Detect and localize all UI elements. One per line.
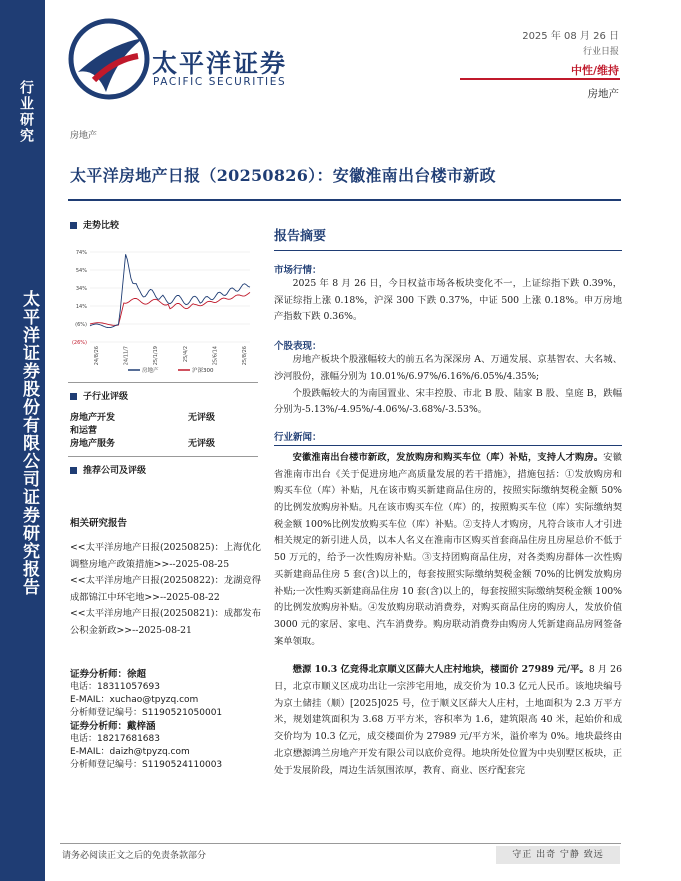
trend-section-title: 走势比较 xyxy=(70,218,119,231)
report-type: 行业日报 xyxy=(582,47,619,57)
analyst-email[interactable]: E-MAIL：xuchao@tpyzq.com xyxy=(70,695,199,705)
abstract-rule xyxy=(274,250,622,251)
header-red-rule xyxy=(460,78,620,80)
title-rule xyxy=(68,199,621,201)
stock-text-losers: 个股跌幅较大的为南国置业、宋丰控股、市北 B 股、陆家 B 股、皇庭 B，跌幅分别为-5.13%/-4.95%/-4.06%/-3.68%/-3.53%。 xyxy=(274,387,622,416)
x-tick-label: 24/11/7 xyxy=(123,346,130,366)
analyst-cert: 分析师登记编号：S1190521050001 xyxy=(70,708,223,718)
y-tick-label: 34% xyxy=(75,286,87,292)
divider-2 xyxy=(68,456,258,457)
table-row: 和运营 xyxy=(70,426,98,436)
news-rule xyxy=(274,445,622,446)
table-row: 房地产开发 无评级 xyxy=(70,413,216,423)
abstract-title: 报告摘要 xyxy=(274,229,327,244)
table-row: 房地产服务 无评级 xyxy=(70,439,216,449)
related-list xyxy=(70,540,262,640)
industry-label: 房地产 xyxy=(587,88,619,100)
footer-disclaimer: 请务必阅读正文之后的免责条款部分 xyxy=(62,851,207,861)
news-item-1: 安徽淮南出台楼市新政，发放购房和购买车位（库）补贴，支持人才购房。安徽省淮南市出台《关于促进房地产高质量发展的若干措施》，措施包括：①发放购房和购买车位（库）补贴，凡在该市购买新建商品住房的，按照实际缴纳契税金额 50%的比例发放购房补贴。凡在该市购买车位（库）的，按照购买车位（库）实际缴纳契税金额 100%比例发放购买车位（库）补贴。②支持人才购房，凡符合该市人才引进相关规定的新引进人员，以本人名义在淮南市区购买首套商品住房且房屋总价不低于 50 万元的，给予一次性购房补贴。③支持团购商品住房，对各类购房群体一次性购买新建商品住房 5 套(含)以上的，每套按照实际缴纳契税金额 70%的比例发放购房补贴;一次性购买新建商品住房 10 套(含)以上的，每套按照实际缴纳契税金额 100%的比例发放购房补贴。④发放购房联动消费券，对购买商品住房的购房人，发放价值 3000 元的家居、家电、汽车消费券。购房联动消费券由购房人凭新建商品房网签备案单领取。 xyxy=(274,451,622,647)
sidebar xyxy=(0,0,45,881)
page-title: 太平洋房地产日报（20250826）：安徽淮南出台楼市新政 xyxy=(70,166,496,185)
x-tick-label: 24/8/26 xyxy=(94,346,100,366)
legend-label: 沪深300 xyxy=(192,368,214,374)
rating-badge: 中性/维持 xyxy=(570,64,619,77)
y-tick-label: (6%) xyxy=(75,322,87,328)
report-date: 2025 年 08 月 26 日 xyxy=(522,31,619,42)
square-bullet-icon xyxy=(70,467,77,474)
brand-name-en: PACIFIC SECURITIES xyxy=(153,76,287,88)
divider-1 xyxy=(68,382,258,383)
x-tick-label: 25/6/14 xyxy=(212,346,219,366)
analyst-phone: 电话：18217681683 xyxy=(70,734,160,744)
trend-chart-svg xyxy=(68,240,258,380)
square-bullet-icon xyxy=(70,222,77,229)
analyst-name: 证券分析师：戴梓涵 xyxy=(70,721,156,732)
sub-rating-title: 子行业评级 xyxy=(70,389,128,402)
analyst-name: 证券分析师：徐超 xyxy=(70,669,147,680)
brand-name-cn: 太平洋证券 xyxy=(152,49,288,78)
square-bullet-icon xyxy=(70,393,77,400)
footer-rule xyxy=(60,843,621,844)
related-link[interactable]: <<太平洋房地产日报(20250821)：成都发布公积金新政>>--2025-08-21 xyxy=(70,608,262,636)
y-tick-label: 74% xyxy=(75,250,87,256)
news-label: 行业新闻： xyxy=(274,431,322,443)
trend-chart xyxy=(68,240,258,380)
x-tick-label: 25/8/26 xyxy=(242,346,248,366)
legend-label: 房地产 xyxy=(142,368,159,374)
analyst-cert: 分析师登记编号：S1190524110003 xyxy=(70,760,223,770)
abstract-body xyxy=(274,262,622,779)
footer-motto: 守正 出奇 宁静 致远 xyxy=(496,846,620,864)
sidebar-company: 太平洋证券股份有限公司证券研究报告 xyxy=(19,290,39,596)
sub-rating-table xyxy=(70,412,258,451)
related-title: 相关研究报告 xyxy=(70,518,128,529)
analyst-block xyxy=(70,668,270,772)
analyst-email[interactable]: E-MAIL：daizh@tpyzq.com xyxy=(70,747,190,757)
rec-section-title: 推荐公司及评级 xyxy=(70,463,146,476)
y-tick-label: 14% xyxy=(75,304,87,310)
series-line-realestate xyxy=(90,254,250,327)
news-item-2: 懋源 10.3 亿竞得北京顺义区薛大人庄村地块，楼面价 27989 元/平。8 月 26 日，北京市顺义区成功出让一宗涉宅用地，成交价为 10.3 亿元人民币。该地块编号为京土储挂（顺）[2025]025 号，位于顺义区薛大人庄村，土地面积为 2.3 万平方米，规划建筑面积为 3.68 万平方米，容积率为 1.6，建筑限高 40 米，起始价和成交价均为 10.3 亿元，成交楼面价为 27989 元/平方米，溢价率为 0%。地块最终由北京懋源鸿兰房地产开发有限公司以底价竞得。地块所处位置为中央别墅区板块，正处于发展阶段，周边生活氛围浓厚，教育、商业、医疗配套完 xyxy=(274,664,622,776)
analyst-phone: 电话：18311057693 xyxy=(70,682,160,692)
breadcrumb: 房地产 xyxy=(70,131,98,141)
related-link[interactable]: <<太平洋房地产日报(20250825)：上海优化调整房地产政策措施>>--2025-08-25 xyxy=(70,542,262,570)
y-tick-label: 54% xyxy=(75,268,87,274)
series-line-hs300 xyxy=(90,292,250,325)
stock-label: 个股表现： xyxy=(274,341,322,353)
y-tick-label: (26%) xyxy=(71,340,87,346)
x-tick-label: 25/1/19 xyxy=(153,346,160,366)
market-text: 2025 年 8 月 26 日，今日权益市场各板块变化不一，上证综指下跌 0.39%，深证综指上涨 0.18%，沪深 300 下跌 0.37%，中证 500 上涨 0.18%。申万房地产指数下跌 0.36%。 xyxy=(274,278,622,323)
stock-text-gainers: 房地产板块个股涨幅较大的前五名为深深房 A、万通发展、京基智农、大名城、沙河股份，涨幅分别为 10.01%/6.97%/6.16%/6.05%/4.35%; xyxy=(274,354,622,382)
related-link[interactable]: <<太平洋房地产日报(20250822)：龙湖竞得成都锦江中环宅地>>--2025-08-22 xyxy=(70,575,262,603)
sidebar-category: 行业研究 xyxy=(18,80,34,144)
x-tick-label: 25/4/2 xyxy=(182,346,189,363)
logo-icon xyxy=(68,18,150,100)
market-label: 市场行情： xyxy=(274,265,322,276)
